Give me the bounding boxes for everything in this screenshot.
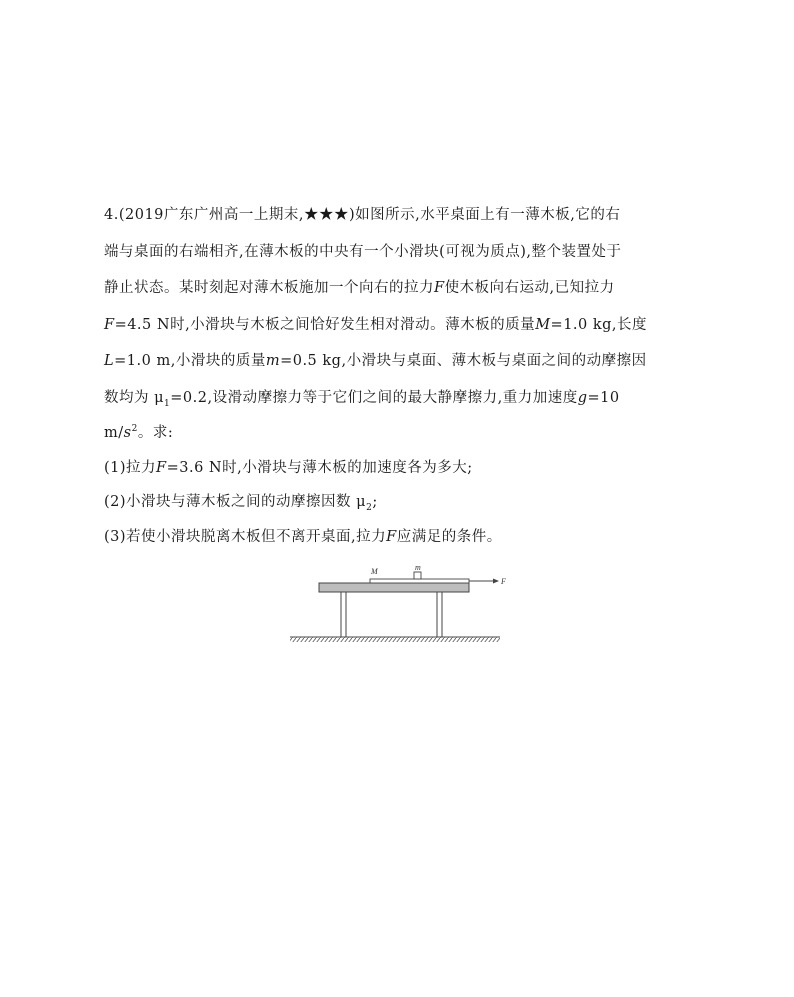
figure-svg (288, 563, 518, 649)
var-F: F (104, 316, 115, 333)
var-m: m (265, 353, 281, 369)
text-span: =0.5 kg,小滑块与桌面、薄木板与桌面之间的动摩擦因 (280, 353, 647, 369)
problem-line-4 (104, 307, 696, 344)
question-3 (104, 520, 696, 555)
var-s: s (123, 425, 132, 441)
var-F: F (386, 528, 397, 545)
table-leg-left (341, 592, 346, 637)
ground-hatch (290, 637, 500, 642)
problem-line-5 (104, 343, 696, 380)
text-span: =1.0 m,小滑块的质量 (114, 353, 266, 369)
text-span: =0.2,设滑动摩擦力等于它们之间的最大静摩擦力,重力加速度 (170, 389, 578, 406)
table-top (319, 583, 469, 592)
problem-source: 4.(2019广东广州高一上期末, (104, 207, 305, 223)
text-span: =10 (587, 389, 620, 406)
text-span: 使木板向右运动,已知拉力 (444, 280, 615, 296)
text-span: 端与桌面的右端相齐,在薄木板的中央有一个小滑块(可视为质点),整个装置处于 (104, 243, 622, 260)
text-span: (2)小滑块与薄木板之间的动摩擦因数 μ (104, 494, 367, 510)
problem-line-6 (104, 380, 696, 417)
question-2 (104, 485, 696, 520)
text-span: 。求: (137, 425, 174, 441)
subscript: 2 (366, 502, 373, 513)
var-g: g (577, 389, 588, 406)
problem-line-1 (104, 197, 696, 234)
var-F: F (156, 459, 167, 476)
text-span: =3.6 N时,小滑块与薄木板的加速度各为多大; (166, 459, 473, 476)
thin-board (370, 579, 469, 583)
var-F: F (434, 280, 445, 296)
difficulty-stars: ★★★ (304, 207, 350, 223)
label-M: M (371, 567, 378, 576)
var-L: L (104, 353, 115, 369)
text-span: =4.5 N时,小滑块与木板之间恰好发生相对滑动。薄木板的质量 (114, 316, 536, 333)
var-M: M (535, 316, 551, 333)
text-span: 数均为 μ (104, 389, 165, 406)
question-1 (104, 451, 696, 486)
text-span: )如图所示,水平桌面上有一薄木板,它的右 (349, 207, 621, 223)
superscript: 2 (131, 424, 138, 435)
label-F: F (501, 577, 506, 586)
problem-text (104, 197, 696, 554)
text-span: 应满足的条件。 (396, 528, 502, 545)
text-span: (1)拉力 (104, 459, 157, 476)
problem-line-3 (104, 270, 696, 307)
table-leg-right (437, 592, 442, 637)
text-span: 静止状态。某时刻起对薄木板施加一个向右的拉力 (104, 280, 434, 296)
label-m: m (415, 563, 421, 572)
subscript: 1 (164, 398, 171, 409)
text-span: m/ (104, 425, 124, 441)
force-arrow-head (493, 579, 499, 584)
problem-line-2 (104, 234, 696, 271)
text-span: =1.0 kg,长度 (550, 316, 648, 333)
table-board-figure (288, 563, 518, 649)
small-block (414, 572, 421, 579)
text-span: (3)若使小滑块脱离木板但不离开桌面,拉力 (104, 528, 387, 545)
problem-line-7 (104, 416, 696, 451)
text-span: ; (372, 494, 378, 510)
